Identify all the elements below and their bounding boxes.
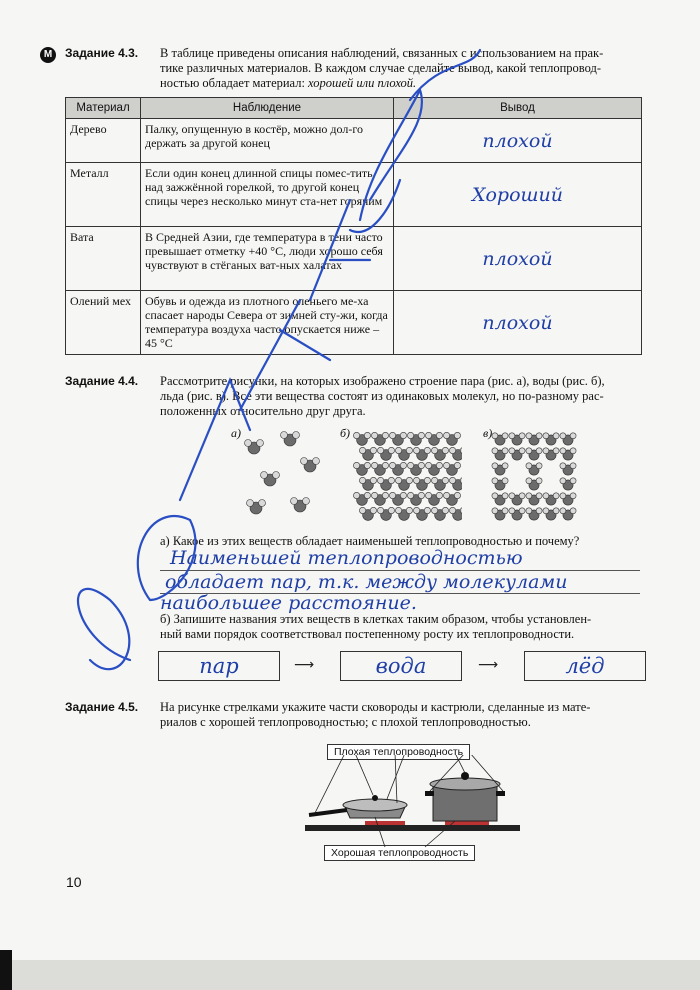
order-box-3-text: лёд <box>565 654 605 678</box>
table-header-row <box>66 98 642 119</box>
molecule <box>560 493 576 505</box>
molecule <box>443 432 460 445</box>
label-good-conductivity: Хорошая теплопроводность <box>324 845 475 861</box>
cell-observation: Если один конец длинной спицы помес-тить над зажжённой горелкой, то другой конец спицы через несколько минут ста-нет горячим <box>141 163 394 227</box>
task-4-3-text-line3 <box>160 76 416 91</box>
molecule <box>526 493 542 505</box>
cell-observation: В Средней Азии, где температура в тени часто превышает отметку +40 °С, люди хорошо себя чувствуют в стёганых ват-ных халатах <box>141 227 394 291</box>
arrow-right-icon: ⟶ <box>294 657 315 673</box>
stove-surface <box>305 825 520 831</box>
task-4-4-text-line2: льда (рис. в). Все эти вещества состоят из одинаковых молекул, но по-разному рас- <box>160 389 604 403</box>
scan-edge <box>0 960 700 990</box>
burner-left <box>365 821 405 825</box>
molecule <box>526 478 542 490</box>
answer-a-line3[interactable]: наибольшее расстояние. <box>160 592 417 614</box>
figure-label-b: б) <box>340 426 351 440</box>
order-box-2-text: вода <box>375 654 427 678</box>
molecule <box>359 447 376 460</box>
molecule <box>359 477 376 490</box>
table-row <box>66 119 642 163</box>
frying-pan-handle <box>309 810 347 815</box>
molecule <box>377 507 394 520</box>
molecule <box>526 463 542 475</box>
molecule <box>509 433 525 445</box>
molecule <box>353 492 370 505</box>
task-4-3-text-italic: хорошей или плохой. <box>308 76 417 90</box>
task-4-3-text-prefix: ностью обладает материал: <box>160 76 309 90</box>
cell-conclusion[interactable]: Хороший <box>394 163 642 227</box>
page-number: 10 <box>66 874 82 890</box>
ice-molecules-figure <box>490 428 580 523</box>
question-a: а) Какое из этих веществ обладает наименьшей теплопроводностью и почему? <box>160 534 580 548</box>
answer-a-line1[interactable]: Наименьшей теплопроводностью <box>170 547 523 569</box>
order-box-3[interactable] <box>524 651 646 681</box>
observations-table <box>65 97 642 355</box>
cell-observation: Обувь и одежда из плотного оленьего ме-ха спасает народы Севера от зимней сту-жи, когда температура воздуха часто опускается ниже –45 °С <box>141 291 394 355</box>
molecule <box>543 448 559 460</box>
molecule <box>291 498 310 513</box>
task-4-3-text-line1: В таблице приведены описания наблюдений, связанных с использованием на прак- <box>160 46 604 60</box>
molecule <box>560 433 576 445</box>
molecule <box>301 458 320 473</box>
teacher-mark-stroke <box>78 589 130 669</box>
arrow-right-icon: ⟶ <box>478 657 499 673</box>
molecule <box>395 507 412 520</box>
question-b-line1: б) Запишите названия этих веществ в клетках таким образом, чтобы установлен- <box>160 612 592 626</box>
molecule <box>389 462 406 475</box>
water-molecules-figure <box>352 428 462 523</box>
order-box-1-text: пар <box>199 654 239 678</box>
molecule <box>371 462 388 475</box>
molecule <box>377 477 394 490</box>
molecule <box>353 432 370 445</box>
task-4-4-heading: Задание 4.4. <box>65 374 139 388</box>
molecule <box>543 433 559 445</box>
molecule <box>492 508 508 520</box>
answer-a-line2[interactable]: обладает пар, т.к. между молекулами <box>165 571 568 593</box>
molecule <box>395 477 412 490</box>
pot-lid-knob <box>461 772 469 780</box>
molecule <box>245 440 264 455</box>
molecule <box>526 448 542 460</box>
task-4-4-text-line1: Рассмотрите рисунки, на которых изображено строение пара (рис. а), воды (рис. б), <box>160 374 605 388</box>
molecule <box>431 447 448 460</box>
molecule <box>560 478 576 490</box>
molecule <box>443 492 460 505</box>
pot-handle-right <box>496 791 505 796</box>
table-row <box>66 227 642 291</box>
cell-observation: Палку, опущенную в костёр, можно дол-го держать за другой конец <box>141 119 394 163</box>
molecule <box>281 432 300 447</box>
molecule <box>492 433 508 445</box>
molecule <box>247 500 266 515</box>
task-4-3-heading: Задание 4.3. <box>65 46 139 60</box>
label-bad-conductivity: Плохая теплопроводность <box>327 744 470 760</box>
header-material: Материал <box>66 98 141 119</box>
molecule <box>371 432 388 445</box>
molecule <box>425 492 442 505</box>
molecule <box>425 462 442 475</box>
scan-bar <box>0 950 12 990</box>
task-4-5-text-line2: риалов с хорошей теплопроводностью; с плохой теплопроводностью. <box>160 715 531 729</box>
header-conclusion: Вывод <box>394 98 642 119</box>
molecule <box>407 462 424 475</box>
molecule <box>371 492 388 505</box>
molecule <box>359 507 376 520</box>
header-observation: Наблюдение <box>141 98 394 119</box>
molecule <box>261 472 280 487</box>
cell-conclusion[interactable]: плохой <box>394 119 642 163</box>
molecule <box>389 492 406 505</box>
molecule <box>431 507 448 520</box>
molecule <box>492 478 508 490</box>
molecule <box>509 493 525 505</box>
molecule <box>492 463 508 475</box>
molecule <box>543 508 559 520</box>
steam-molecules-figure <box>240 428 330 523</box>
molecule <box>413 507 430 520</box>
molecule <box>449 477 462 490</box>
molecule <box>492 493 508 505</box>
task-4-5-heading: Задание 4.5. <box>65 700 139 714</box>
molecule <box>560 448 576 460</box>
molecule <box>526 433 542 445</box>
molecule <box>425 432 442 445</box>
cell-conclusion[interactable]: плохой <box>394 227 642 291</box>
molecule <box>543 493 559 505</box>
molecule <box>560 463 576 475</box>
table-row <box>66 291 642 355</box>
molecule <box>395 447 412 460</box>
molecule <box>443 462 460 475</box>
molecule <box>449 507 462 520</box>
pan-and-pot-figure <box>305 755 520 850</box>
cell-material: Вата <box>66 227 141 291</box>
pot-handle-left <box>425 791 434 796</box>
molecule <box>509 448 525 460</box>
molecule <box>413 447 430 460</box>
cell-material: Дерево <box>66 119 141 163</box>
cell-material: Металл <box>66 163 141 227</box>
molecule <box>377 447 394 460</box>
m-badge-icon: М <box>40 47 56 63</box>
molecule <box>492 448 508 460</box>
molecule <box>526 508 542 520</box>
order-box-1[interactable] <box>158 651 280 681</box>
cell-conclusion[interactable]: плохой <box>394 291 642 355</box>
task-4-3-text-line2: тике различных материалов. В каждом случае сделайте вывод, какой теплопровод- <box>160 61 602 75</box>
figure-label-a: а) <box>231 426 241 440</box>
molecule <box>560 508 576 520</box>
molecule <box>431 477 448 490</box>
question-b-line2: ный вами порядок соответствовал постепенному росту их теплопроводности. <box>160 627 575 641</box>
molecule <box>407 492 424 505</box>
molecule <box>449 447 462 460</box>
molecule <box>413 477 430 490</box>
table-row <box>66 163 642 227</box>
order-box-2[interactable] <box>340 651 462 681</box>
molecule <box>353 462 370 475</box>
molecule <box>509 508 525 520</box>
molecule <box>389 432 406 445</box>
frying-pan-lid-knob <box>372 795 378 801</box>
cell-material: Олений мех <box>66 291 141 355</box>
task-4-5-text-line1: На рисунке стрелками укажите части сковороды и кастрюли, сделанные из мате- <box>160 700 591 714</box>
molecule <box>407 432 424 445</box>
figure-label-c: в) <box>483 426 493 440</box>
task-4-4-text-line3: положенных относительно друг друга. <box>160 404 366 418</box>
